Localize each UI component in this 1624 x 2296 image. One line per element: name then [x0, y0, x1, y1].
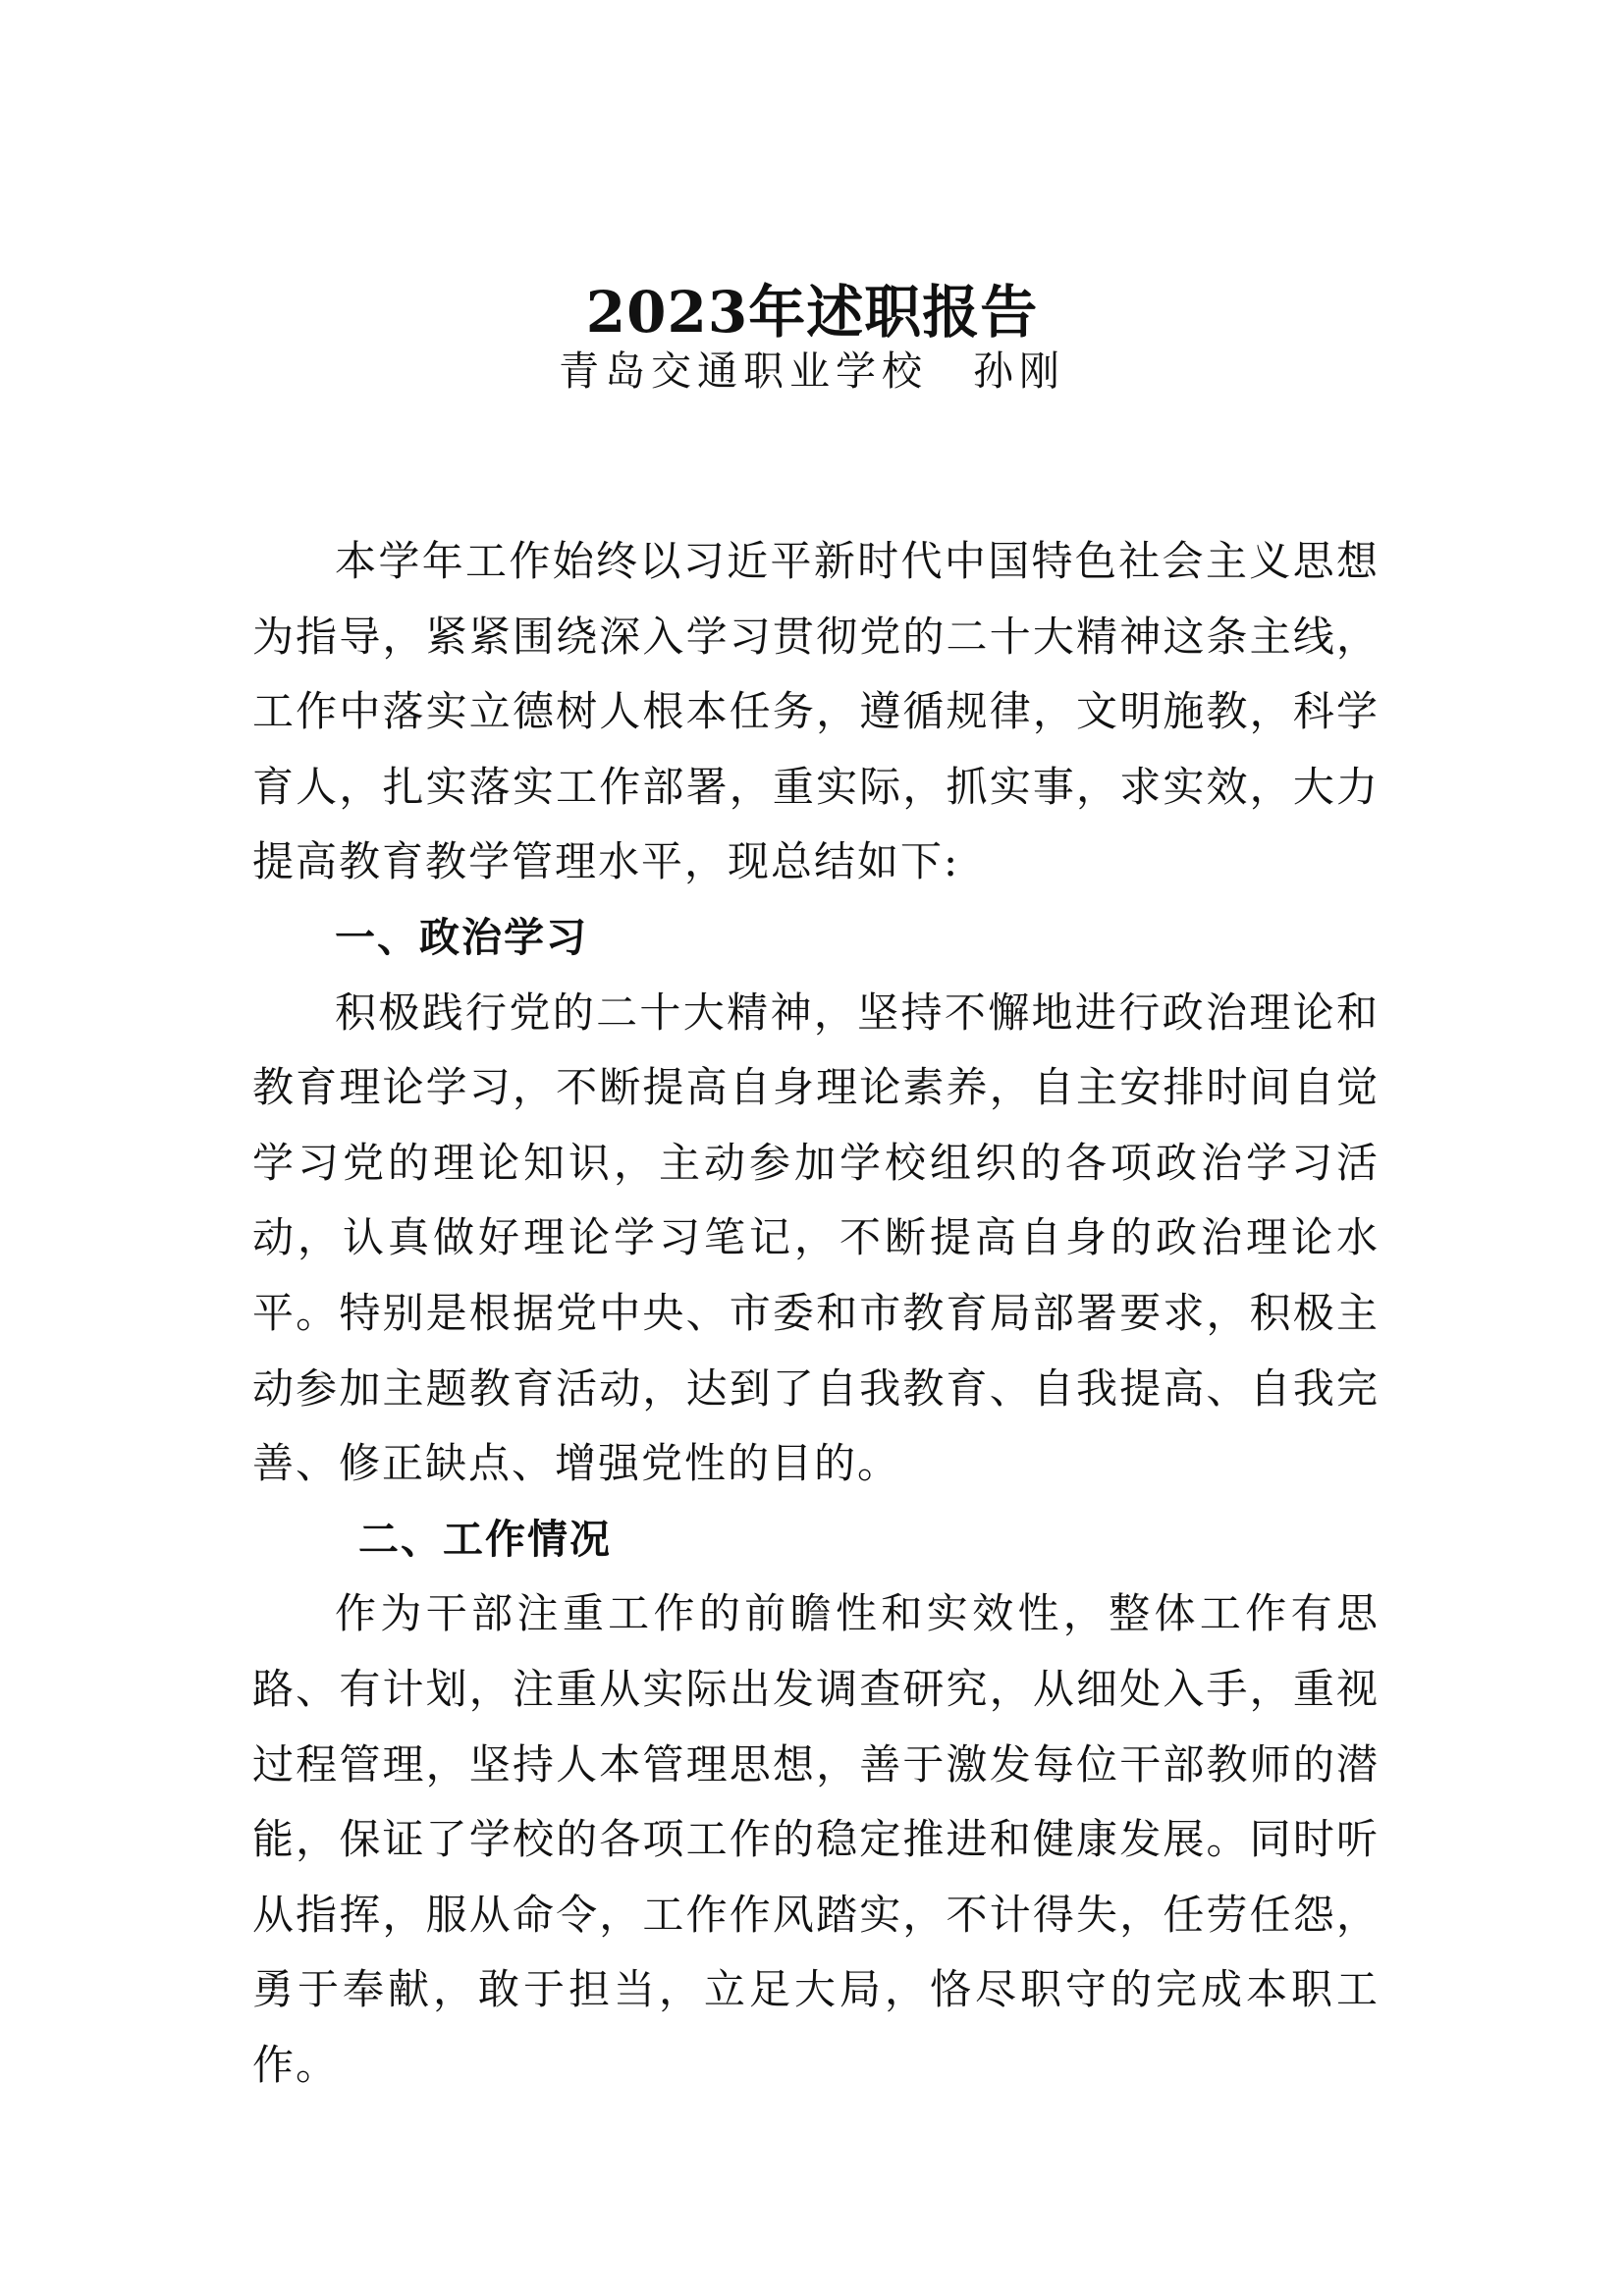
section-heading-political-study: 一、政治学习 — [335, 913, 588, 961]
document-title: 2023年述职报告 — [585, 279, 1039, 346]
section-paragraph-work-status: 作为干部注重工作的前瞻性和实效性，整体工作有思路、有计划，注重从实际出发调查研究，从细处入手，重视过程管理，坚持人本管理思想，善于激发每位干部教师的潜能，保证了学校的各项工作的稳定推进和健康发展。同时听从指挥，服从命令，工作作风踏实，不计得失，任劳任怨，勇于奉献，敢于担当，立足大局，恪尽职守的完成本职工作。 — [252, 1589, 1380, 2089]
author-name: 孙刚 — [973, 347, 1065, 395]
section-heading-work-status: 二、工作情况 — [358, 1515, 612, 1563]
author-line — [0, 342, 1624, 400]
section-paragraph-political-study: 积极践行党的二十大精神，坚持不懈地进行政治理论和教育理论学习，不断提高自身理论素养，自主安排时间自觉学习党的理论知识，主动参加学校组织的各项政治学习活动，认真做好理论学习笔记，不断提高自身的政治理论水平。特别是根据党中央、市委和市教育局部署要求，积极主动参加主题教育活动，达到了自我教育、自我提高、自我完善、修正缺点、增强党性的目的。 — [252, 988, 1380, 1488]
document-body — [252, 524, 1380, 2103]
intro-paragraph: 本学年工作始终以习近平新时代中国特色社会主义思想为指导，紧紧围绕深入学习贯彻党的二十大精神这条主线，工作中落实立德树人根本任务，遵循规律，文明施教，科学育人，扎实落实工作部署，重实际，抓实事，求实效，大力提高教育教学管理水平，现总结如下: — [252, 537, 1380, 886]
author-org: 青岛交通职业学校 — [559, 347, 928, 395]
